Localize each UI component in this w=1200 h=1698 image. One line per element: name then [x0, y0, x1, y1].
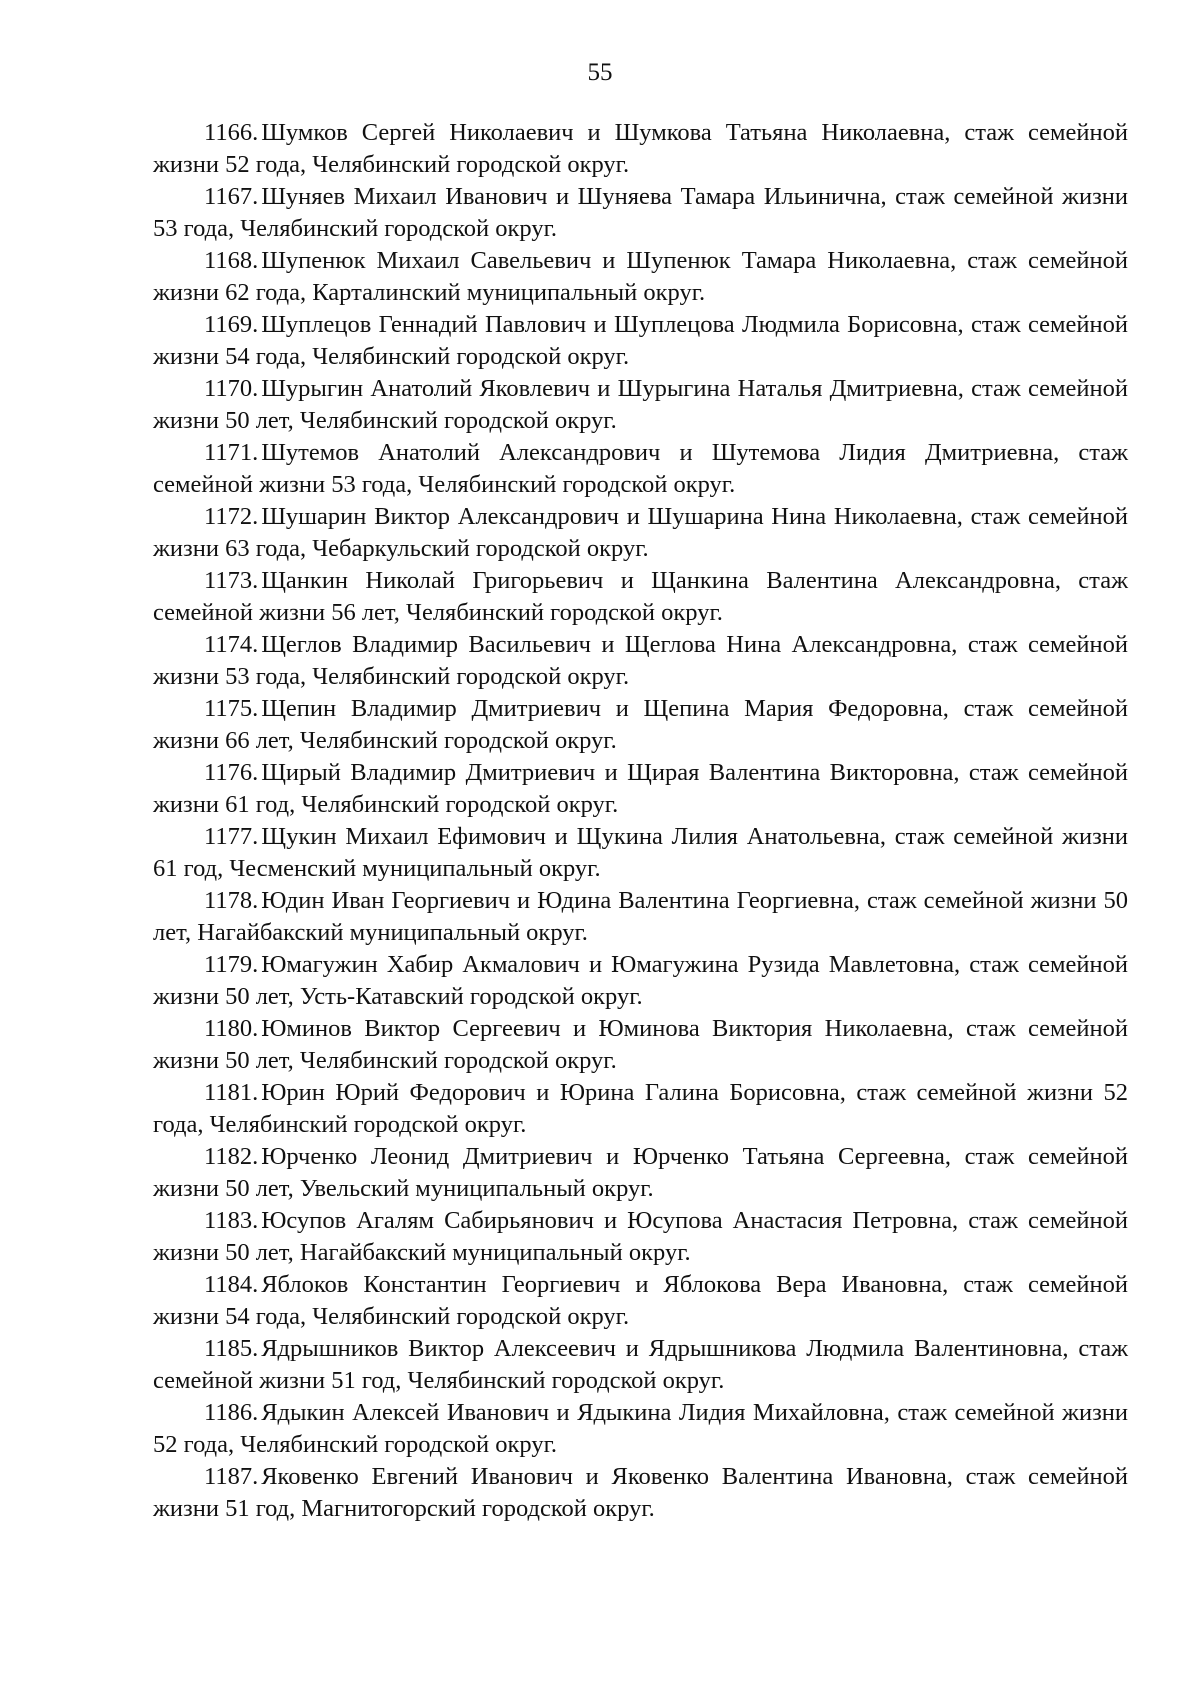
entry-number: 1179. [204, 951, 259, 978]
entry-text: Юмагужин Хабир Акмалович и Юмагужина Рузида Мавлетовна, стаж семейной жизни 50 лет, Усть-Катавский городской округ. [153, 951, 1128, 1010]
entry-text: Щепин Владимир Дмитриевич и Щепина Мария Федоровна, стаж семейной жизни 66 лет, Челябинский городской округ. [153, 695, 1128, 754]
entry-text: Шуплецов Геннадий Павлович и Шуплецова Людмила Борисовна, стаж семейной жизни 54 года, Челябинский городской округ. [153, 311, 1128, 370]
entry-number: 1178. [204, 887, 259, 914]
entry-text: Яковенко Евгений Иванович и Яковенко Валентина Ивановна, стаж семейной жизни 51 год, Магнитогорский городской округ. [153, 1463, 1128, 1522]
entry-number: 1170. [204, 375, 259, 402]
entry-text: Щукин Михаил Ефимович и Щукина Лилия Анатольевна, стаж семейной жизни 61 год, Чесменский муниципальный округ. [153, 823, 1128, 882]
list-item [153, 1333, 1128, 1396]
entry-number: 1166. [204, 119, 259, 146]
entry-number: 1185. [204, 1335, 259, 1362]
entry-number: 1180. [204, 1015, 259, 1042]
entry-number: 1171. [204, 439, 259, 466]
list-item [153, 693, 1128, 756]
list-item [153, 1269, 1128, 1332]
entry-text: Шумков Сергей Николаевич и Шумкова Татьяна Николаевна, стаж семейной жизни 52 года, Челябинский городской округ. [153, 119, 1128, 178]
list-item [153, 117, 1128, 180]
list-item [153, 1461, 1128, 1524]
entry-text: Юсупов Агалям Сабирьянович и Юсупова Анастасия Петровна, стаж семейной жизни 50 лет, Нагайбакский муниципальный округ. [153, 1207, 1128, 1266]
entry-number: 1184. [204, 1271, 259, 1298]
entry-text: Шупенюк Михаил Савельевич и Шупенюк Тамара Николаевна, стаж семейной жизни 62 года, Карталинский муниципальный округ. [153, 247, 1128, 306]
entry-number: 1174. [204, 631, 259, 658]
entry-text: Юминов Виктор Сергеевич и Юминова Виктория Николаевна, стаж семейной жизни 50 лет, Челябинский городской округ. [153, 1015, 1128, 1074]
list-item [153, 821, 1128, 884]
entry-text: Юдин Иван Георгиевич и Юдина Валентина Георгиевна, стаж семейной жизни 50 лет, Нагайбакский муниципальный округ. [153, 887, 1128, 946]
list-item [153, 1205, 1128, 1268]
list-item [153, 1013, 1128, 1076]
entry-text: Шурыгин Анатолий Яковлевич и Шурыгина Наталья Дмитриевна, стаж семейной жизни 50 лет, Челябинский городской округ. [153, 375, 1128, 434]
entry-number: 1167. [204, 183, 259, 210]
entry-text: Щанкин Николай Григорьевич и Щанкина Валентина Александровна, стаж семейной жизни 56 лет, Челябинский городской округ. [153, 567, 1128, 626]
list-item [153, 373, 1128, 436]
entry-text: Ядрышников Виктор Алексеевич и Ядрышникова Людмила Валентиновна, стаж семейной жизни 51 год, Челябинский городской округ. [153, 1335, 1128, 1394]
entry-text: Шушарин Виктор Александрович и Шушарина Нина Николаевна, стаж семейной жизни 63 года, Чебаркульский городской округ. [153, 503, 1128, 562]
list-item [153, 757, 1128, 820]
entry-number: 1181. [204, 1079, 259, 1106]
entry-number: 1176. [204, 759, 259, 786]
list-item [153, 1077, 1128, 1140]
entry-text: Шутемов Анатолий Александрович и Шутемова Лидия Дмитриевна, стаж семейной жизни 53 года, Челябинский городской округ. [153, 439, 1128, 498]
list-item [153, 629, 1128, 692]
entry-text: Щеглов Владимир Васильевич и Щеглова Нина Александровна, стаж семейной жизни 53 года, Челябинский городской округ. [153, 631, 1128, 690]
list-item [153, 437, 1128, 500]
entry-number: 1173. [204, 567, 259, 594]
list-item [153, 501, 1128, 564]
entry-text: Юрин Юрий Федорович и Юрина Галина Борисовна, стаж семейной жизни 52 года, Челябинский городской округ. [153, 1079, 1128, 1138]
entry-number: 1177. [204, 823, 259, 850]
entry-text: Ядыкин Алексей Иванович и Ядыкина Лидия Михайловна, стаж семейной жизни 52 года, Челябинский городской округ. [153, 1399, 1128, 1458]
entry-number: 1183. [204, 1207, 259, 1234]
list-item [153, 1141, 1128, 1204]
list-item [153, 885, 1128, 948]
entry-number: 1172. [204, 503, 259, 530]
list-item [153, 949, 1128, 1012]
entry-number: 1169. [204, 311, 259, 338]
entry-number: 1186. [204, 1399, 259, 1426]
list-item [153, 245, 1128, 308]
entry-text: Шуняев Михаил Иванович и Шуняева Тамара Ильинична, стаж семейной жизни 53 года, Челябинский городской округ. [153, 183, 1128, 242]
list-item [153, 1397, 1128, 1460]
entry-list [153, 117, 1128, 1525]
entry-number: 1182. [204, 1143, 259, 1170]
list-item [153, 565, 1128, 628]
entry-text: Яблоков Константин Георгиевич и Яблокова Вера Ивановна, стаж семейной жизни 54 года, Челябинский городской округ. [153, 1271, 1128, 1330]
list-item [153, 181, 1128, 244]
entry-text: Щирый Владимир Дмитриевич и Щирая Валентина Викторовна, стаж семейной жизни 61 год, Челябинский городской округ. [153, 759, 1128, 818]
entry-number: 1187. [204, 1463, 259, 1490]
entry-number: 1175. [204, 695, 259, 722]
page-number: 55 [587, 59, 613, 86]
entry-text: Юрченко Леонид Дмитриевич и Юрченко Татьяна Сергеевна, стаж семейной жизни 50 лет, Увельский муниципальный округ. [153, 1143, 1128, 1202]
list-item [153, 309, 1128, 372]
entry-number: 1168. [204, 247, 259, 274]
